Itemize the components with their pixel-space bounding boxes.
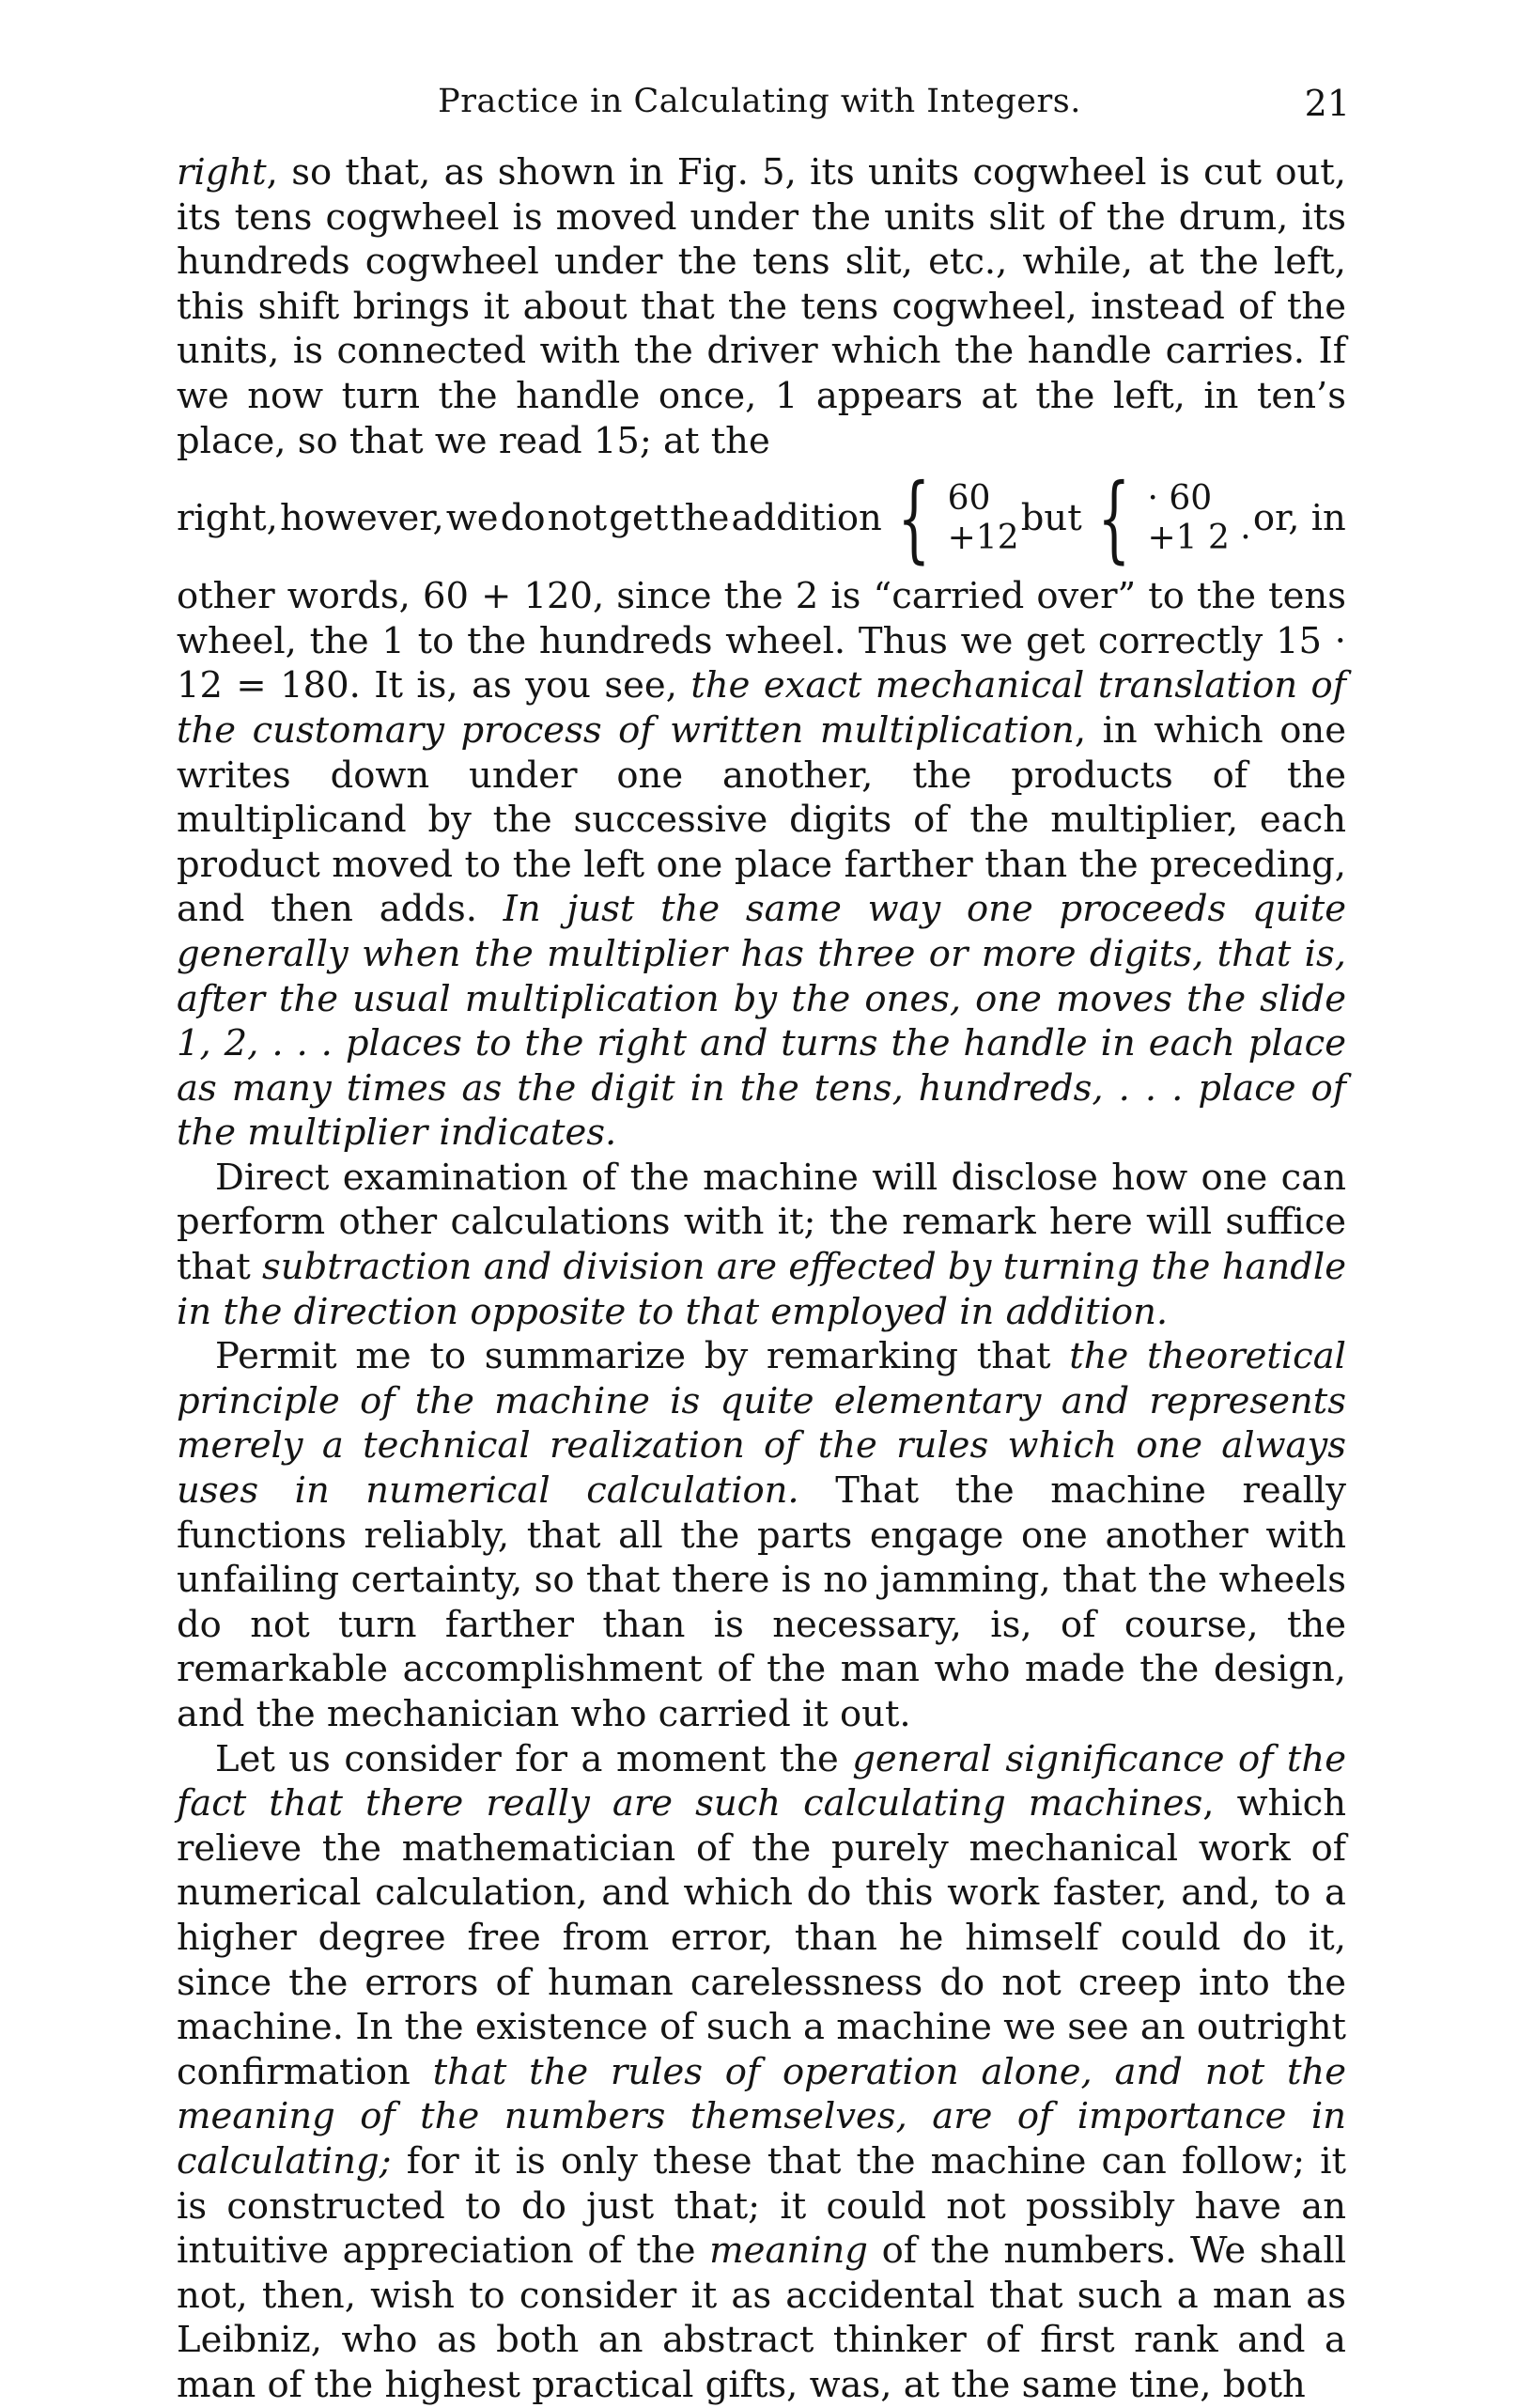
italic-text: meaning: [709, 2229, 868, 2273]
word: addition: [731, 497, 882, 540]
italic-text: general significance of the fact that there really are such calculating machines: [177, 1737, 1346, 1825]
italic-text: the theoretical principle of the machine is quite elementary and represents merely a technical realization of the rules which one always uses in numerical calculation.: [177, 1335, 1346, 1513]
paragraph-1: [177, 150, 1346, 463]
paragraph-4: [177, 1737, 1346, 2408]
stack-top: 60: [947, 479, 991, 519]
body-text-run: , so that, as shown in Fig. 5, its units cogwheel is cut out, its tens cogwheel is moved under the units slit of the drum, its hundreds cogwheel under the tens slit, etc., while, at the left, this shift brings it about that the tens cogwheel, instead of the units, is connected with the driver which the handle carries. If we now turn the handle once, 1 appears at the left, in ten’s place, so that we read 15; at the: [177, 151, 1346, 462]
body-text: [177, 150, 1346, 2408]
word: get: [609, 497, 669, 540]
correct-addition-stack: [1084, 463, 1251, 574]
paragraph-1-continued: [177, 574, 1346, 1156]
paragraph-2: [177, 1156, 1346, 1334]
word: right,: [177, 497, 278, 540]
page-number: 21: [1304, 83, 1350, 124]
word: we: [445, 497, 499, 540]
italic-text: In just the same way one proceeds quite generally when the multiplier has three or more digits, that is, after the usual multiplication by the ones, one moves the slide 1, 2, . . . places to the right and turns the handle in each place as many times as the digit in the tens, hundreds, . . . place of the multiplier indicates.: [177, 888, 1346, 1155]
body-text-run: Let us consider for a moment the: [215, 1737, 853, 1780]
body-text-run: Permit me to summarize by remarking that: [215, 1335, 1070, 1378]
word: the: [670, 497, 730, 540]
running-head: [0, 73, 1519, 130]
left-brace-glyph: {: [897, 463, 931, 574]
body-text-run: for it is only these that the machine can follow; it is constructed to do just that; it could not possibly have an intuitive appreciation of the: [177, 2139, 1346, 2273]
body-text-run: , which relieve the mathematician of the purely mechanical work of numerical calculation, and which do this work faster, and, to a higher degree free from error, than he himself could do it, since the errors of human carelessness do not creep into the machine. In the existence of such a machine we see an outright confirmation: [177, 1782, 1346, 2093]
italic-text: the exact mechanical translation of the customary process of written multiplication: [177, 664, 1346, 752]
stack-bottom: +1 2 ·: [1147, 519, 1251, 558]
stacked-numbers: [1147, 479, 1250, 558]
addition-example-line: [177, 463, 1346, 574]
word: but: [1020, 497, 1082, 540]
body-text-run: other words, 60 + 120, since the 2 is “carried over” to the tens wheel, the 1 to the hundreds wheel. Thus we get correctly 15 · 12 = 180. It is, as you see,: [177, 575, 1346, 707]
stack-top: · 60: [1147, 479, 1213, 519]
body-text-run: of the numbers. We shall not, then, wish to consider it as accidental that such a man as Leibniz, who as both an abstract thinker of first rank and a man of the highest practical gifts, was, at the same tine, both: [177, 2229, 1347, 2406]
left-brace-glyph: {: [1097, 463, 1131, 574]
italic-text: right: [177, 151, 267, 194]
body-text-run: , in which one writes down under one another, the products of the multiplicand by the successive digits of the multiplier, each product moved to the left one place farther than the preceding, and then adds.: [177, 708, 1346, 931]
body-text-run: That the machine really functions reliably, that all the parts engage one another with unfailing certainty, so that there is no jamming, that the wheels do not turn farther than is necessary, is, of course, the remarkable accomplishment of the man who made the design, and the mechanician who carried it out.: [177, 1469, 1346, 1735]
word: do: [500, 497, 546, 540]
word: however,: [280, 497, 444, 540]
italic-text: subtraction and division are effected by turning the handle in the direction opposite to that employed in addition.: [177, 1246, 1347, 1333]
paragraph-3: [177, 1334, 1346, 1736]
italic-text: that the rules of operation alone, and not the meaning of the numbers themselves, are of importance in calculating;: [177, 2050, 1346, 2183]
stack-bottom: +12: [947, 519, 1019, 558]
wrong-addition-stack: [884, 463, 1019, 574]
body-text-run: Direct examination of the machine will disclose how one can perform other calculations with it; the remark here will suffice that: [177, 1156, 1346, 1289]
running-title: Practice in Calculating with Integers.: [438, 83, 1081, 120]
word: or, in: [1252, 497, 1346, 540]
stacked-numbers: [948, 479, 1019, 558]
word: not: [547, 497, 608, 540]
